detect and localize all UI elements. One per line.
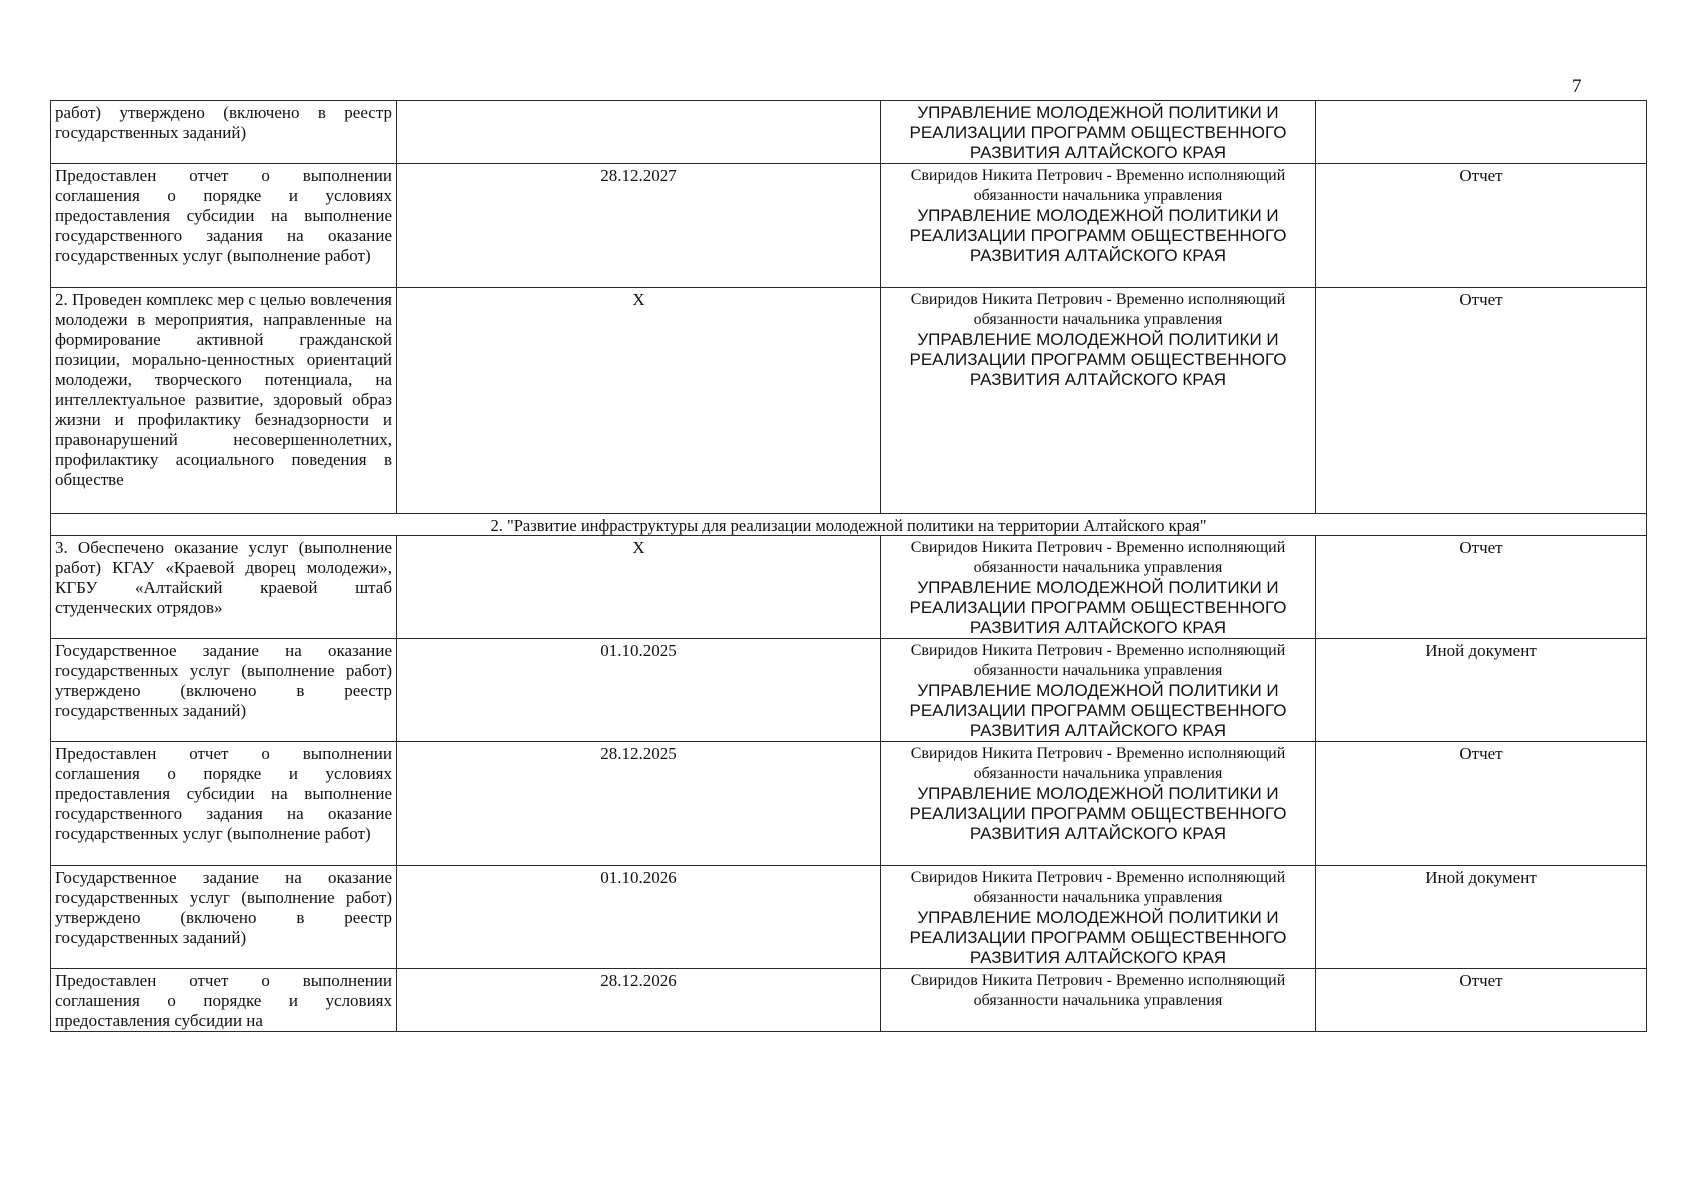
result-description: Предоставлен отчет о выполнении соглашения о порядке и условиях предоставления субсидии на выполнение государственного задания на оказание государственных услуг (выполнение работ) xyxy=(51,164,397,288)
document-type: Отчет xyxy=(1316,288,1647,514)
responsible-person: Свиридов Никита Петрович - Временно исполняющий обязанности начальника управления xyxy=(910,869,1286,906)
document-type: Отчет xyxy=(1316,742,1647,866)
document-type: Отчет xyxy=(1316,164,1647,288)
document-type: Иной документ xyxy=(1316,866,1647,969)
responsible-organization: УПРАВЛЕНИЕ МОЛОДЕЖНОЙ ПОЛИТИКИ И РЕАЛИЗАЦИИ ПРОГРАММ ОБЩЕСТВЕННОГО РАЗВИТИЯ АЛТАЙСКОГО КРАЯ xyxy=(909,330,1287,389)
responsible-organization: УПРАВЛЕНИЕ МОЛОДЕЖНОЙ ПОЛИТИКИ И РЕАЛИЗАЦИИ ПРОГРАММ ОБЩЕСТВЕННОГО РАЗВИТИЯ АЛТАЙСКОГО КРАЯ xyxy=(909,681,1287,740)
table-row xyxy=(51,536,1647,639)
document-type: Иной документ xyxy=(1316,639,1647,742)
responsible-person: Свиридов Никита Петрович - Временно исполняющий обязанности начальника управления xyxy=(910,291,1286,328)
result-description: работ) утверждено (включено в реестр государственных заданий) xyxy=(51,101,397,164)
result-description: Государственное задание на оказание государственных услуг (выполнение работ) утверждено (включено в реестр государственных заданий) xyxy=(51,639,397,742)
table-row xyxy=(51,101,1647,164)
result-description: Предоставлен отчет о выполнении соглашения о порядке и условиях предоставления субсидии на выполнение государственного задания на оказание государственных услуг (выполнение работ) xyxy=(51,742,397,866)
section-title: 2. "Развитие инфраструктуры для реализации молодежной политики на территории Алтайского края" xyxy=(51,514,1647,536)
table-row xyxy=(51,164,1647,288)
result-description: 3. Обеспечено оказание услуг (выполнение работ) КГАУ «Краевой дворец молодежи», КГБУ «Алтайский краевой штаб студенческих отрядов» xyxy=(51,536,397,639)
due-date: 01.10.2025 xyxy=(397,639,881,742)
plan-table xyxy=(50,100,1647,1032)
document-type: Отчет xyxy=(1316,536,1647,639)
responsible-cell xyxy=(881,866,1316,969)
result-description: Предоставлен отчет о выполнении соглашения о порядке и условиях предоставления субсидии на xyxy=(51,969,397,1032)
responsible-person: Свиридов Никита Петрович - Временно исполняющий обязанности начальника управления xyxy=(910,642,1286,679)
table-row xyxy=(51,742,1647,866)
table-row xyxy=(51,288,1647,514)
due-date: X xyxy=(397,288,881,514)
responsible-cell xyxy=(881,639,1316,742)
responsible-person: Свиридов Никита Петрович - Временно исполняющий обязанности начальника управления xyxy=(910,745,1286,782)
responsible-organization: УПРАВЛЕНИЕ МОЛОДЕЖНОЙ ПОЛИТИКИ И РЕАЛИЗАЦИИ ПРОГРАММ ОБЩЕСТВЕННОГО РАЗВИТИЯ АЛТАЙСКОГО КРАЯ xyxy=(909,578,1287,637)
due-date: X xyxy=(397,536,881,639)
responsible-person: Свиридов Никита Петрович - Временно исполняющий обязанности начальника управления xyxy=(910,972,1286,1009)
due-date: 28.12.2026 xyxy=(397,969,881,1032)
responsible-organization: УПРАВЛЕНИЕ МОЛОДЕЖНОЙ ПОЛИТИКИ И РЕАЛИЗАЦИИ ПРОГРАММ ОБЩЕСТВЕННОГО РАЗВИТИЯ АЛТАЙСКОГО КРАЯ xyxy=(909,206,1287,265)
due-date: 28.12.2027 xyxy=(397,164,881,288)
table-row xyxy=(51,639,1647,742)
section-row xyxy=(51,514,1647,536)
responsible-person: Свиридов Никита Петрович - Временно исполняющий обязанности начальника управления xyxy=(910,539,1286,576)
responsible-cell xyxy=(881,969,1316,1032)
table-row xyxy=(51,969,1647,1032)
due-date xyxy=(397,101,881,164)
table-row xyxy=(51,866,1647,969)
responsible-cell xyxy=(881,288,1316,514)
responsible-cell xyxy=(881,164,1316,288)
page-number: 7 xyxy=(1572,76,1582,97)
result-description: 2. Проведен комплекс мер с целью вовлечения молодежи в мероприятия, направленные на формирование активной гражданской позиции, морально-ценностных ориентаций молодежи, творческого потенциала, на интеллектуальное развитие, здоровый образ жизни и профилактику безнадзорности и правонарушений несовершеннолетних, профилактику асоциального поведения в обществе xyxy=(51,288,397,514)
responsible-cell xyxy=(881,536,1316,639)
responsible-organization: УПРАВЛЕНИЕ МОЛОДЕЖНОЙ ПОЛИТИКИ И РЕАЛИЗАЦИИ ПРОГРАММ ОБЩЕСТВЕННОГО РАЗВИТИЯ АЛТАЙСКОГО КРАЯ xyxy=(909,784,1287,843)
responsible-cell xyxy=(881,742,1316,866)
responsible-person: Свиридов Никита Петрович - Временно исполняющий обязанности начальника управления xyxy=(910,167,1286,204)
due-date: 01.10.2026 xyxy=(397,866,881,969)
responsible-organization: УПРАВЛЕНИЕ МОЛОДЕЖНОЙ ПОЛИТИКИ И РЕАЛИЗАЦИИ ПРОГРАММ ОБЩЕСТВЕННОГО РАЗВИТИЯ АЛТАЙСКОГО КРАЯ xyxy=(909,103,1287,162)
document-type: Отчет xyxy=(1316,969,1647,1032)
responsible-organization: УПРАВЛЕНИЕ МОЛОДЕЖНОЙ ПОЛИТИКИ И РЕАЛИЗАЦИИ ПРОГРАММ ОБЩЕСТВЕННОГО РАЗВИТИЯ АЛТАЙСКОГО КРАЯ xyxy=(909,908,1287,967)
due-date: 28.12.2025 xyxy=(397,742,881,866)
document-type xyxy=(1316,101,1647,164)
responsible-cell xyxy=(881,101,1316,164)
result-description: Государственное задание на оказание государственных услуг (выполнение работ) утверждено (включено в реестр государственных заданий) xyxy=(51,866,397,969)
